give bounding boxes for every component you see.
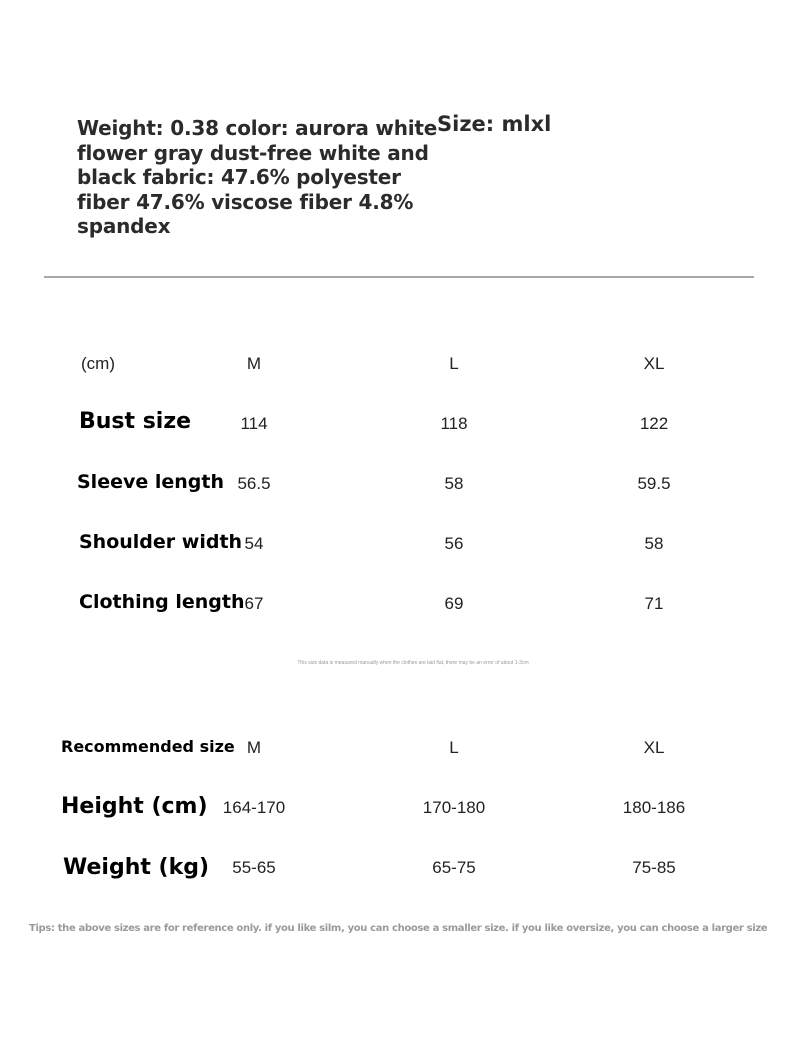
size-options: Size: mlxl xyxy=(437,112,552,136)
column-header-l: L xyxy=(449,738,459,757)
table-cell: 118 xyxy=(440,414,468,433)
measurement-note: This size data is measured manually when the clothes are laid flat, there may be an error of about 1-3cm xyxy=(297,660,529,666)
table-cell: 54 xyxy=(244,534,264,553)
unit-label: (cm) xyxy=(81,354,115,373)
table-cell: 164-170 xyxy=(222,798,286,817)
recommended-size-label: Recommended size xyxy=(61,737,235,756)
table-cell: 114 xyxy=(240,414,268,433)
table-cell: 67 xyxy=(244,594,264,613)
column-header-xl: XL xyxy=(643,354,665,373)
sizing-tips: Tips: the above sizes are for reference only. if you like silm, you can choose a smaller size. if you like oversize, you can choose a larger size xyxy=(29,923,768,934)
row-label-shoulder-width: Shoulder width xyxy=(79,531,243,553)
table-cell: 69 xyxy=(444,594,464,613)
table-cell: 56.5 xyxy=(237,474,271,493)
table-cell: 58 xyxy=(644,534,664,553)
row-label-weight: Weight (kg) xyxy=(63,855,210,880)
row-label-height: Height (cm) xyxy=(61,794,208,819)
table-cell: 58 xyxy=(444,474,464,493)
table-cell: 56 xyxy=(444,534,464,553)
column-header-l: L xyxy=(449,354,459,373)
column-header-m: M xyxy=(246,354,262,373)
table-cell: 122 xyxy=(639,414,669,433)
section-divider xyxy=(44,276,754,278)
product-description: Weight: 0.38 color: aurora white flower gray dust-free white and black fabric: 47.6% polyester fiber 47.6% viscose fiber 4.8% spandex xyxy=(77,116,438,238)
row-label-sleeve-length: Sleeve length xyxy=(77,471,224,493)
table-cell: 170-180 xyxy=(422,798,486,817)
column-header-xl: XL xyxy=(643,738,665,757)
table-cell: 71 xyxy=(644,594,664,613)
table-cell: 55-65 xyxy=(232,858,276,877)
row-label-clothing-length: Clothing length xyxy=(79,591,245,613)
table-cell: 59.5 xyxy=(637,474,671,493)
column-header-m: M xyxy=(246,738,262,757)
table-cell: 180-186 xyxy=(622,798,686,817)
row-label-bust-size: Bust size xyxy=(79,409,192,434)
table-cell: 75-85 xyxy=(632,858,676,877)
table-cell: 65-75 xyxy=(432,858,476,877)
